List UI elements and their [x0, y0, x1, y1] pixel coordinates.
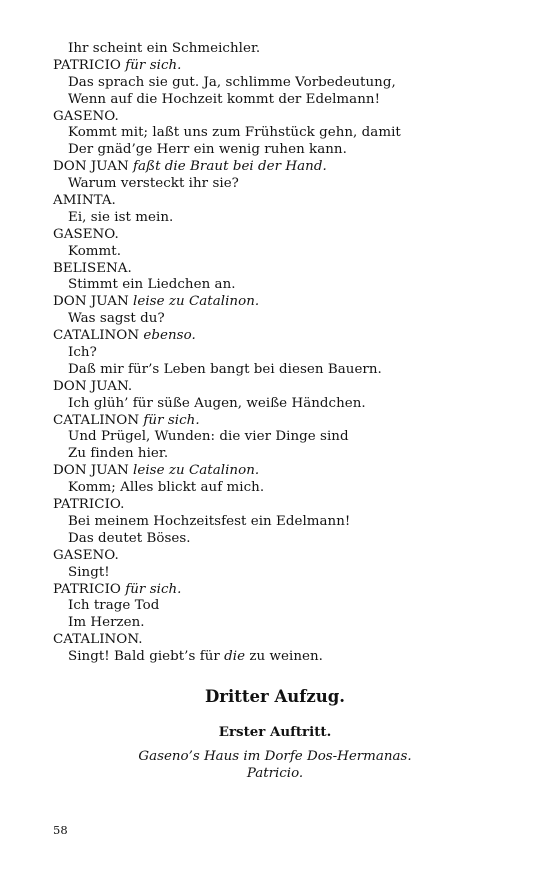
- speaker-name: PATRICIO: [53, 57, 121, 73]
- speaker-line: [53, 328, 513, 345]
- verse-line: [53, 446, 513, 463]
- verse-text: Bei meinem Hochzeitsfest ein Edelmann!: [68, 513, 351, 529]
- verse-line: [53, 362, 513, 379]
- dialogue-text: [53, 41, 513, 666]
- verse-line: [53, 565, 513, 582]
- verse-line: [53, 480, 513, 497]
- speaker-line: [53, 413, 513, 430]
- speaker-line: [53, 109, 513, 126]
- verse-line: [53, 75, 513, 92]
- speaker-name: PATRICIO: [53, 581, 121, 597]
- verse-line: [53, 396, 513, 413]
- verse-line: [53, 429, 513, 446]
- verse-line: [53, 598, 513, 615]
- verse-line: [53, 142, 513, 159]
- speaker-name: DON JUAN: [53, 294, 129, 310]
- verse-text-after: zu weinen.: [245, 649, 323, 665]
- stage-direction: faßt die Braut bei der Hand.: [133, 159, 327, 175]
- verse-text: Kommt mit; laßt uns zum Frühstück gehn, damit: [68, 125, 401, 141]
- verse-text: Daß mir für’s Leben bangt bei diesen Bauern.: [68, 361, 382, 377]
- verse-text: Stimmt ein Liedchen an.: [68, 277, 236, 293]
- speaker-line: [53, 227, 513, 244]
- speaker-line: [53, 497, 513, 514]
- verse-text: Ihr scheint ein Schmeichler.: [68, 41, 261, 56]
- speaker-name: CATALINON: [53, 412, 140, 428]
- setting-line: Gaseno’s Haus im Dorfe Dos-Hermanas.: [138, 749, 412, 764]
- speaker-name: DON JUAN: [53, 159, 129, 175]
- verse-text: Das deutet Böses.: [68, 530, 191, 546]
- verse-text: Der gnäd’ge Herr ein wenig ruhen kann.: [68, 142, 347, 158]
- verse-text: Wenn auf die Hochzeit kommt der Edelmann!: [68, 91, 380, 107]
- verse-text: Komm; Alles blickt auf mich.: [68, 480, 265, 496]
- speaker-line: [53, 159, 513, 176]
- speaker-name: GASENO.: [53, 226, 119, 242]
- verse-text: Zu finden hier.: [68, 446, 169, 462]
- act-title: Dritter Aufzug.: [205, 687, 345, 706]
- speaker-line: [53, 261, 513, 278]
- verse-line: [53, 514, 513, 531]
- setting-line: Patricio.: [246, 766, 304, 781]
- scene-title: Erster Auftritt.: [218, 724, 332, 740]
- speaker-name: GASENO.: [53, 547, 119, 563]
- page-number: 58: [53, 823, 68, 837]
- emphasis-text: die: [224, 649, 246, 665]
- verse-line: [53, 210, 513, 227]
- verse-line: [53, 345, 513, 362]
- verse-text: Was sagst du?: [68, 311, 165, 327]
- speaker-name: CATALINON: [53, 328, 140, 344]
- scene-setting: [0, 748, 550, 782]
- verse-text: Warum versteckt ihr sie?: [68, 176, 239, 192]
- speaker-name: AMINTA.: [53, 193, 116, 209]
- verse-text: Das sprach sie gut. Ja, schlimme Vorbedeutung,: [68, 74, 396, 90]
- verse-text: Und Prügel, Wunden: die vier Dinge sind: [68, 429, 349, 445]
- verse-line: [53, 531, 513, 548]
- speaker-line: [53, 58, 513, 75]
- speaker-line: [53, 379, 513, 396]
- verse-text: Singt!: [68, 564, 110, 580]
- speaker-line: [53, 294, 513, 311]
- stage-direction: für sich.: [125, 581, 182, 597]
- verse-line: [53, 649, 513, 666]
- verse-line: [53, 92, 513, 109]
- verse-line: [53, 311, 513, 328]
- stage-direction: ebenso.: [143, 328, 196, 344]
- verse-text: Ei, sie ist mein.: [68, 209, 174, 225]
- verse-text: Im Herzen.: [68, 615, 145, 631]
- verse-text: Ich glüh’ für süße Augen, weiße Händchen.: [68, 395, 366, 411]
- stage-direction: leise zu Catalinon.: [133, 463, 260, 479]
- verse-text: Singt! Bald giebt’s für: [68, 649, 225, 665]
- speaker-name: DON JUAN.: [53, 378, 133, 394]
- speaker-line: [53, 632, 513, 649]
- speaker-line: [53, 548, 513, 565]
- verse-line: [53, 176, 513, 193]
- stage-direction: leise zu Catalinon.: [133, 294, 260, 310]
- verse-line: [53, 41, 513, 58]
- verse-line: [53, 244, 513, 261]
- verse-text: Ich trage Tod: [68, 598, 160, 614]
- stage-direction: für sich.: [125, 57, 182, 73]
- speaker-name: CATALINON.: [53, 632, 143, 648]
- speaker-line: [53, 463, 513, 480]
- speaker-name: DON JUAN: [53, 463, 129, 479]
- verse-text: Ich?: [68, 345, 97, 361]
- verse-line: [53, 277, 513, 294]
- verse-line: [53, 125, 513, 142]
- stage-direction: für sich.: [143, 412, 200, 428]
- speaker-line: [53, 582, 513, 599]
- speaker-name: GASENO.: [53, 108, 119, 124]
- verse-line: [53, 615, 513, 632]
- speaker-name: BELISENA.: [53, 260, 132, 276]
- speaker-line: [53, 193, 513, 210]
- verse-text: Kommt.: [68, 243, 122, 259]
- speaker-name: PATRICIO.: [53, 497, 125, 513]
